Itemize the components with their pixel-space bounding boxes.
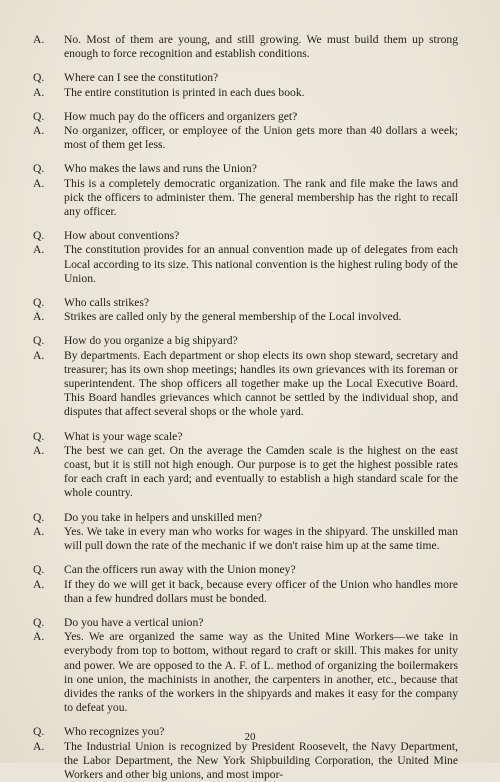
answer-marker: A.	[33, 443, 45, 457]
answer	[33, 630, 458, 715]
answer	[33, 124, 458, 152]
answer-text: The entire constitution is printed in each dues book.	[64, 85, 305, 99]
answer-text: Yes. We take in every man who works for wages in the shipyard. The unskilled man will pull down the rate of the mechanic if we don't raise him up at the same time.	[64, 524, 458, 553]
question-marker: Q.	[33, 429, 45, 443]
question-text: Do you take in helpers and unskilled men?	[64, 510, 263, 524]
question-marker: Q.	[33, 296, 45, 310]
question	[33, 616, 458, 630]
question-text: Who calls strikes?	[64, 296, 149, 310]
answer-text: No organizer, officer, or employee of the Union gets more than 40 dollars a week; most of them get less.	[64, 124, 458, 152]
question	[33, 511, 458, 525]
question	[33, 296, 458, 310]
answer-text: Strikes are called only by the general membership of the Local involved.	[64, 310, 402, 324]
answer-text: No. Most of them are young, and still growing. We must build them up strong enough to force recognition and establish conditions.	[64, 33, 458, 61]
question-marker: Q.	[33, 71, 45, 85]
question-marker: Q.	[33, 229, 45, 243]
question-text: Who recognizes you?	[64, 725, 165, 739]
question-marker: Q.	[33, 162, 45, 176]
question	[33, 430, 458, 444]
question-text: What is your wage scale?	[64, 429, 183, 443]
answer-marker: A.	[33, 243, 45, 257]
page-number: 20	[244, 731, 256, 743]
answer	[33, 86, 458, 100]
question	[33, 229, 458, 243]
question-marker: Q.	[33, 510, 45, 524]
answer	[33, 740, 458, 782]
question-text: Where can I see the constitution?	[64, 71, 219, 85]
answer-marker: A.	[33, 577, 45, 591]
answer-marker: A.	[33, 739, 45, 753]
answer	[33, 310, 458, 324]
answer-marker: A.	[33, 124, 45, 138]
answer-text: Yes. We are organized the same way as the United Mine Workers—we take in everybody from top to bottom, without regard to craft or skill. This makes for unity and power. We are opposed to the A. F. of L. method of organizing the boilermakers in one union, the machinists in another, the carpenters in another, etc., because that divides the ranks of the workers in the shipyards and makes it easy for the company to defeat you.	[64, 630, 458, 715]
answer-marker: A.	[33, 630, 45, 644]
question	[33, 162, 458, 176]
answer	[33, 349, 458, 420]
answer-text: By departments. Each department or shop elects its own shop steward, secretary and treasurer; has its own shop meetings; handles its own grievances with its foreman or superintendent. The shop officers all together make up the Local Executive Board. This Board handles grievances which cannot be settled by the individual shop, and disputes that affect several shops or the whole yard.	[64, 348, 458, 419]
answer	[33, 243, 458, 286]
question-marker: Q.	[33, 109, 45, 123]
question-marker: Q.	[33, 725, 45, 739]
answer	[33, 525, 458, 553]
answer	[33, 33, 458, 61]
question	[33, 563, 458, 577]
question-text: How about conventions?	[64, 229, 180, 243]
question-marker: Q.	[33, 334, 45, 348]
answer-text: This is a completely democratic organization. The rank and file make the laws and pick the officers to administer them. The general membership has the right to recall any officer.	[64, 176, 458, 219]
answer-marker: A.	[33, 310, 45, 324]
question-marker: Q.	[33, 615, 45, 629]
answer-text: The Industrial Union is recognized by President Roosevelt, the Navy Department, the Labor Department, the New York Shipbuilding Corporation, the United Mine Workers and other big unions, and most impor-	[64, 739, 458, 781]
question-text: Can the officers run away with the Union money?	[64, 563, 296, 577]
question-text: How much pay do the officers and organizers get?	[64, 109, 298, 123]
question	[33, 110, 458, 124]
answer-text: If they do we will get it back, because every officer of the Union who handles more than a few hundred dollars must be bonded.	[64, 577, 458, 605]
answer-text: The constitution provides for an annual convention made up of delegates from each Local according to its size. This national convention is the highest ruling body of the Union.	[64, 243, 458, 285]
question-text: Do you have a vertical union?	[64, 615, 204, 629]
answer	[33, 177, 458, 220]
question-marker: Q.	[33, 563, 45, 577]
answer-marker: A.	[33, 85, 45, 99]
answer-marker: A.	[33, 33, 45, 46]
question-text: Who makes the laws and runs the Union?	[64, 162, 257, 176]
answer	[33, 578, 458, 606]
answer-marker: A.	[33, 524, 45, 538]
answer	[33, 444, 458, 501]
answer-marker: A.	[33, 348, 45, 362]
question	[33, 71, 458, 85]
answer-text: The best we can get. On the average the Camden scale is the highest on the east coast, but it is still not high enough. Our purpose is to get the highest possible rates for each craft in each yard; and eventually to establish a high standard scale for the whole country.	[64, 443, 458, 500]
question-text: How do you organize a big shipyard?	[64, 334, 238, 348]
answer-marker: A.	[33, 176, 45, 190]
question	[33, 334, 458, 348]
